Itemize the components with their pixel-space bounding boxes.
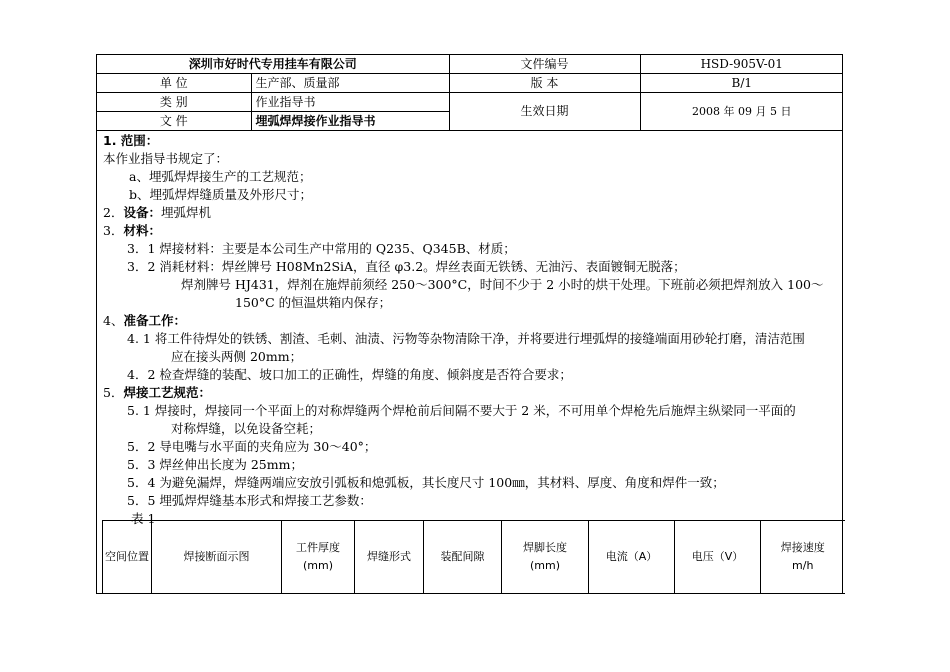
doc-no-label: 文件编号 (449, 55, 640, 74)
section-5-2: 5．2 导电嘴与水平面的夹角应为 30～40°； (127, 439, 377, 454)
effective-date-label: 生效日期 (449, 93, 640, 131)
section-5-number: 5． (103, 385, 124, 400)
section-4-1-cont: 应在接头两侧 20mm； (171, 349, 303, 364)
unit-value: 生产部、质量部 (251, 74, 449, 93)
section-4-title: 准备工作： (123, 313, 186, 328)
version-label: 版 本 (449, 74, 640, 93)
company-name: 深圳市好时代专用挂车有限公司 (97, 55, 449, 74)
col-header-weld-form: 焊缝形式 (355, 521, 424, 594)
section-3-1: 3．1 焊接材料：主要是本公司生产中常用的 Q235、Q345B、材质； (127, 241, 516, 256)
document-header-table (97, 55, 843, 131)
col-header-thickness: 工件厚度 (mm) (282, 521, 355, 594)
section-5-1-cont: 对称焊缝，以免设备空耗； (171, 421, 322, 436)
section-3-title: 材料： (123, 223, 161, 238)
section-3-2: 3．2 消耗材料：焊丝牌号 H08Mn2SiA，直径 φ3.2。焊丝表面无铁锈、无油污、表面镀铜无脱落； (127, 259, 686, 274)
section-5-5: 5．5 埋弧焊焊缝基本形式和焊接工艺参数： (127, 493, 372, 508)
unit-label: 单 位 (97, 74, 251, 93)
col-header-speed: 焊接速度 m/h (761, 521, 845, 594)
section-3-2-cont: 焊剂牌号 HJ431，焊剂在施焊前须经 250～300°C，时间不少于 2 小时的烘干处理。下班前必须把焊剂放入 100～ (181, 277, 824, 292)
col-header-gap: 装配间隙 (424, 521, 502, 594)
table-caption: 表 1 (131, 511, 156, 526)
section-2-line (103, 204, 211, 222)
doc-no-value: HSD-905V-01 (640, 55, 843, 74)
category-label: 类 别 (97, 93, 251, 112)
col-header-voltage: 电压（V） (675, 521, 761, 594)
section-1-intro: 本作业指导书规定了： (103, 151, 229, 166)
table-header-row (103, 521, 845, 594)
col-header-section-diagram: 焊接断面示图 (152, 521, 282, 594)
section-2-text: 埋弧焊机 (160, 205, 211, 220)
section-4-1: 4. 1 将工件待焊处的铁锈、割渣、毛刺、油渍、污物等杂物清除干净，并将要进行埋弧焊的接缝端面用砂轮打磨，清洁范围 (127, 331, 805, 346)
col-header-leg-length: 焊脚长度 (mm) (502, 521, 589, 594)
col-header-current: 电流（A） (589, 521, 675, 594)
section-5-3: 5．3 焊丝伸出长度为 25mm； (127, 457, 303, 472)
section-2-title: 设备： (123, 205, 161, 220)
file-title: 埋弧焊焊接作业指导书 (251, 112, 449, 131)
section-5-1: 5. 1 焊接时，焊接同一个平面上的对称焊缝两个焊枪前后间隔不要大于 2 米，不可用单个焊枪先后施焊主纵梁同一平面的 (127, 403, 796, 418)
file-label: 文 件 (97, 112, 251, 131)
section-1-item-a: a、埋弧焊焊接生产的工艺规范； (129, 169, 312, 184)
version-value: B/1 (640, 74, 843, 93)
section-4-number: 4、 (103, 313, 124, 328)
col-header-position: 空间位置 (103, 521, 152, 594)
section-1-item-b: b、埋弧焊焊缝质量及外形尺寸； (129, 187, 313, 202)
section-2-number: 2． (103, 205, 124, 220)
section-3-number: 3． (103, 223, 124, 238)
section-5-title: 焊接工艺规范： (123, 385, 211, 400)
document-page (96, 54, 843, 594)
welding-parameters-table (102, 520, 845, 594)
section-4-2: 4．2 检查焊缝的装配、坡口加工的正确性，焊缝的角度、倾斜度是否符合要求； (127, 367, 572, 382)
section-3-line (103, 222, 161, 240)
section-4-line (103, 312, 186, 330)
section-1-title: 1. 范围： (103, 133, 159, 148)
section-5-4: 5．4 为避免漏焊，焊缝两端应安放引弧板和熄弧板，其长度尺寸 100㎜，其材料、厚度、角度和焊件一致； (127, 475, 725, 490)
effective-date-value: 2008 年 09 月 5 日 (640, 93, 843, 131)
section-5-line (103, 384, 211, 402)
category-value: 作业指导书 (251, 93, 449, 112)
section-3-2-cont2: 150°C 的恒温烘箱内保存； (235, 295, 392, 310)
